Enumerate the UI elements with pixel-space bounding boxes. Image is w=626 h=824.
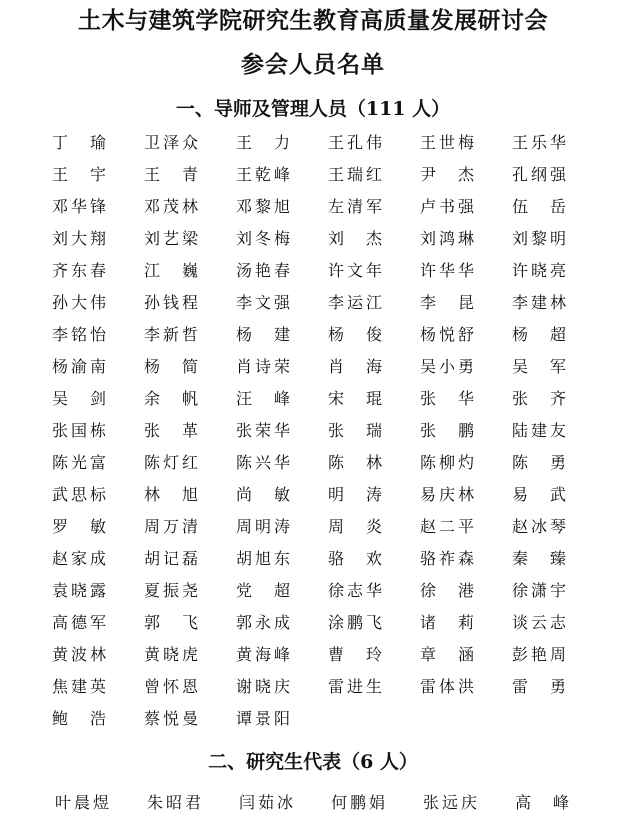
attendee-name: 周 万 清 bbox=[144, 517, 198, 536]
attendee-name: 高 德 军 bbox=[52, 613, 106, 632]
attendee-name: 李 新 哲 bbox=[144, 325, 198, 344]
attendee-name: 鲍 浩 bbox=[52, 709, 106, 728]
attendee-name: 王 乐 华 bbox=[512, 133, 566, 152]
attendee-name: 张 瑞 bbox=[328, 421, 382, 440]
attendee-name: 闫 茹 冰 bbox=[239, 793, 293, 812]
faculty-name-grid bbox=[52, 127, 604, 735]
document-subtitle: 参会人员名单 bbox=[241, 51, 385, 78]
attendee-name: 王 青 bbox=[144, 165, 198, 184]
attendee-name: 赵 家 成 bbox=[52, 549, 106, 568]
attendee-name: 徐 潇 宇 bbox=[512, 581, 566, 600]
attendee-name: 孔 纲 强 bbox=[512, 165, 566, 184]
attendee-name: 叶 晨 煜 bbox=[55, 793, 109, 812]
attendee-name: 易 武 bbox=[512, 485, 566, 504]
attendee-name: 刘 杰 bbox=[328, 229, 382, 248]
attendee-name: 陈 灯 红 bbox=[144, 453, 198, 472]
attendee-name: 张 鹏 bbox=[420, 421, 474, 440]
attendee-name: 罗 敏 bbox=[52, 517, 106, 536]
student-name-grid bbox=[55, 787, 607, 819]
attendee-name: 刘 艺 梁 bbox=[144, 229, 198, 248]
attendee-name: 左 清 军 bbox=[328, 197, 382, 216]
attendee-name: 秦 臻 bbox=[512, 549, 566, 568]
attendee-name: 易 庆 林 bbox=[420, 485, 474, 504]
attendee-name: 陈 兴 华 bbox=[236, 453, 290, 472]
attendee-name: 黄 波 林 bbox=[52, 645, 106, 664]
attendee-name: 王 世 梅 bbox=[420, 133, 474, 152]
attendee-name: 张 国 栋 bbox=[52, 421, 106, 440]
attendee-name: 许 晓 亮 bbox=[512, 261, 566, 280]
attendee-name: 王 乾 峰 bbox=[236, 165, 290, 184]
attendee-name: 徐 港 bbox=[420, 581, 474, 600]
attendee-name: 张 荣 华 bbox=[236, 421, 290, 440]
attendee-name: 党 超 bbox=[236, 581, 290, 600]
attendee-name: 宋 琨 bbox=[328, 389, 382, 408]
attendee-name: 邓 华 锋 bbox=[52, 197, 106, 216]
attendee-name: 何 鹏 娟 bbox=[331, 793, 385, 812]
attendee-name: 陈 柳 灼 bbox=[420, 453, 474, 472]
attendee-name: 许 文 年 bbox=[328, 261, 382, 280]
attendee-name: 雷 进 生 bbox=[328, 677, 382, 696]
attendee-name: 肖 诗 荣 bbox=[236, 357, 290, 376]
attendee-name: 涂 鹏 飞 bbox=[328, 613, 382, 632]
attendee-name: 郭 永 成 bbox=[236, 613, 290, 632]
attendee-name: 赵 二 平 bbox=[420, 517, 474, 536]
attendee-name: 邓 茂 林 bbox=[144, 197, 198, 216]
attendee-name: 杨 建 bbox=[236, 325, 290, 344]
attendee-name: 伍 岳 bbox=[512, 197, 566, 216]
attendee-name: 许 华 华 bbox=[420, 261, 474, 280]
attendee-name: 武 思 标 bbox=[52, 485, 106, 504]
attendee-name: 曾 怀 恩 bbox=[144, 677, 198, 696]
attendee-name: 尹 杰 bbox=[420, 165, 474, 184]
attendee-name: 胡 记 磊 bbox=[144, 549, 198, 568]
attendee-name: 齐 东 春 bbox=[52, 261, 106, 280]
attendee-name: 杨 俊 bbox=[328, 325, 382, 344]
attendee-name: 张 华 bbox=[420, 389, 474, 408]
attendee-name: 李 昆 bbox=[420, 293, 474, 312]
attendee-name: 刘 黎 明 bbox=[512, 229, 566, 248]
attendee-name: 张 革 bbox=[144, 421, 198, 440]
attendee-name: 郭 飞 bbox=[144, 613, 198, 632]
attendee-name: 雷 体 洪 bbox=[420, 677, 474, 696]
attendee-name: 焦 建 英 bbox=[52, 677, 106, 696]
attendee-name: 孙 大 伟 bbox=[52, 293, 106, 312]
attendee-name: 汤 艳 春 bbox=[236, 261, 290, 280]
attendee-name: 尚 敏 bbox=[236, 485, 290, 504]
attendee-name: 余 帆 bbox=[144, 389, 198, 408]
attendee-name: 杨 超 bbox=[512, 325, 566, 344]
attendee-name: 江 巍 bbox=[144, 261, 198, 280]
attendee-name: 诸 莉 bbox=[420, 613, 474, 632]
attendee-name: 王 瑞 红 bbox=[328, 165, 382, 184]
attendee-name: 李 铭 怡 bbox=[52, 325, 106, 344]
attendee-name: 高 峰 bbox=[515, 793, 569, 812]
attendee-name: 夏 振 尧 bbox=[144, 581, 198, 600]
attendee-name: 胡 旭 东 bbox=[236, 549, 290, 568]
attendee-name: 陈 林 bbox=[328, 453, 382, 472]
attendee-name: 谈 云 志 bbox=[512, 613, 566, 632]
attendee-name: 陆 建 友 bbox=[512, 421, 566, 440]
attendee-name: 谢 晓 庆 bbox=[236, 677, 290, 696]
attendee-name: 张 齐 bbox=[512, 389, 566, 408]
attendee-name: 张 远 庆 bbox=[423, 793, 477, 812]
attendee-name: 孙 钱 程 bbox=[144, 293, 198, 312]
attendee-name: 吴 军 bbox=[512, 357, 566, 376]
attendee-name: 陈 光 富 bbox=[52, 453, 106, 472]
attendee-name: 周 炎 bbox=[328, 517, 382, 536]
attendee-name: 曹 玲 bbox=[328, 645, 382, 664]
attendee-name: 肖 海 bbox=[328, 357, 382, 376]
attendee-name: 彭 艳 周 bbox=[512, 645, 566, 664]
attendee-name: 杨 悦 舒 bbox=[420, 325, 474, 344]
attendee-name: 刘 大 翔 bbox=[52, 229, 106, 248]
attendee-name: 王 孔 伟 bbox=[328, 133, 382, 152]
attendee-name: 谭 景 阳 bbox=[236, 709, 290, 728]
attendee-name: 李 建 林 bbox=[512, 293, 566, 312]
attendee-name: 吴 剑 bbox=[52, 389, 106, 408]
attendee-name: 陈 勇 bbox=[512, 453, 566, 472]
attendee-name: 明 涛 bbox=[328, 485, 382, 504]
attendee-name: 刘 鸿 琳 bbox=[420, 229, 474, 248]
attendee-name: 汪 峰 bbox=[236, 389, 290, 408]
attendee-name: 丁 瑜 bbox=[52, 133, 106, 152]
attendee-name: 李 运 江 bbox=[328, 293, 382, 312]
attendee-name: 朱 昭 君 bbox=[147, 793, 201, 812]
attendee-name: 王 宇 bbox=[52, 165, 106, 184]
attendee-name: 杨 简 bbox=[144, 357, 198, 376]
attendee-name: 邓 黎 旭 bbox=[236, 197, 290, 216]
section-heading-students: 二、研究生代表（6 人） bbox=[208, 751, 418, 773]
attendee-name: 骆 欢 bbox=[328, 549, 382, 568]
document-title: 土木与建筑学院研究生教育高质量发展研讨会 bbox=[78, 7, 548, 34]
attendee-name: 章 涵 bbox=[420, 645, 474, 664]
attendee-name: 赵 冰 琴 bbox=[512, 517, 566, 536]
attendee-name: 吴 小 勇 bbox=[420, 357, 474, 376]
attendee-name: 黄 晓 虎 bbox=[144, 645, 198, 664]
attendee-name: 杨 渝 南 bbox=[52, 357, 106, 376]
attendee-name: 骆 祚 森 bbox=[420, 549, 474, 568]
section-heading-faculty: 一、导师及管理人员（111 人） bbox=[175, 98, 451, 120]
attendee-name: 徐 志 华 bbox=[328, 581, 382, 600]
attendee-name: 卢 书 强 bbox=[420, 197, 474, 216]
attendee-name: 袁 晓 露 bbox=[52, 581, 106, 600]
attendee-name: 李 文 强 bbox=[236, 293, 290, 312]
attendee-name: 王 力 bbox=[236, 133, 290, 152]
attendee-name: 周 明 涛 bbox=[236, 517, 290, 536]
attendee-name: 刘 冬 梅 bbox=[236, 229, 290, 248]
attendee-name: 林 旭 bbox=[144, 485, 198, 504]
attendee-name: 黄 海 峰 bbox=[236, 645, 290, 664]
attendee-name: 蔡 悦 曼 bbox=[144, 709, 198, 728]
attendee-name: 卫 泽 众 bbox=[144, 133, 198, 152]
attendee-name: 雷 勇 bbox=[512, 677, 566, 696]
